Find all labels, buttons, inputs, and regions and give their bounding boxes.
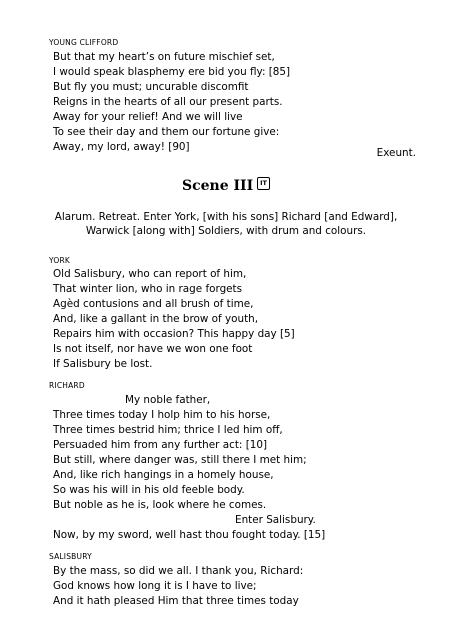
stage-direction-exeunt: Exeunt. bbox=[376, 147, 416, 159]
verse-line: But noble as he is, look where he comes. bbox=[53, 499, 267, 511]
verse-line: If Salisbury be lost. bbox=[53, 358, 153, 370]
verse-line: And, like a gallant in the brow of youth, bbox=[53, 313, 259, 325]
speaker-york: YORK bbox=[49, 256, 71, 265]
verse-line: God knows how long it is I have to live; bbox=[53, 580, 257, 592]
verse-line: Away for your relief! And we will live bbox=[53, 111, 243, 123]
scene-heading bbox=[0, 178, 452, 194]
verse-line: Now, by my sword, well hast thou fought today. [15] bbox=[53, 529, 326, 541]
verse-line: Is not itself, nor have we won one foot bbox=[53, 343, 253, 355]
verse-line: But still, where danger was, still there I met him; bbox=[53, 454, 307, 466]
verse-line: And it hath pleased Him that three times today bbox=[53, 595, 299, 607]
verse-line: Reigns in the hearts of all our present parts. bbox=[53, 96, 283, 108]
verse-line: And, like rich hangings in a homely house, bbox=[53, 469, 274, 481]
verse-line: Three times bestrid him; thrice I led him off, bbox=[53, 424, 283, 436]
verse-line: Agèd contusions and all brush of time, bbox=[53, 298, 254, 310]
scene-title: Scene III bbox=[181, 178, 254, 194]
stage-direction-enter: Enter Salisbury. bbox=[235, 514, 316, 526]
verse-line: But that my heart’s on future mischief set, bbox=[53, 51, 275, 63]
verse-line: Three times today I holp him to his horse, bbox=[53, 409, 271, 421]
verse-line: Repairs him with occasion? This happy day [5] bbox=[53, 328, 295, 340]
speaker-young-clifford: YOUNG CLIFFORD bbox=[49, 38, 119, 47]
verse-line: That winter lion, who in rage forgets bbox=[53, 283, 243, 295]
speaker-salisbury: SALISBURY bbox=[49, 552, 92, 561]
verse-line: To see their day and them our fortune give: bbox=[53, 126, 280, 138]
verse-line: Persuaded him from any further act: [10] bbox=[53, 439, 268, 451]
verse-line: Old Salisbury, who can report of him, bbox=[53, 268, 247, 280]
stage-direction: Warwick [along with] Soldiers, with drum and colours. bbox=[85, 225, 367, 237]
verse-line: By the mass, so did we all. I thank you, Richard: bbox=[53, 565, 304, 577]
verse-line: But fly you must; uncurable discomfit bbox=[53, 81, 249, 93]
speaker-richard: RICHARD bbox=[49, 381, 85, 390]
scene-badge-icon[interactable]: IT bbox=[257, 177, 270, 190]
verse-line: I would speak blasphemy ere bid you fly: [85] bbox=[53, 66, 291, 78]
verse-line: Away, my lord, away! [90] bbox=[53, 141, 190, 153]
stage-direction: Alarum. Retreat. Enter York, [with his sons] Richard [and Edward], bbox=[54, 211, 398, 223]
verse-line: My noble father, bbox=[125, 394, 211, 406]
verse-line: So was his will in his old feeble body. bbox=[53, 484, 245, 496]
